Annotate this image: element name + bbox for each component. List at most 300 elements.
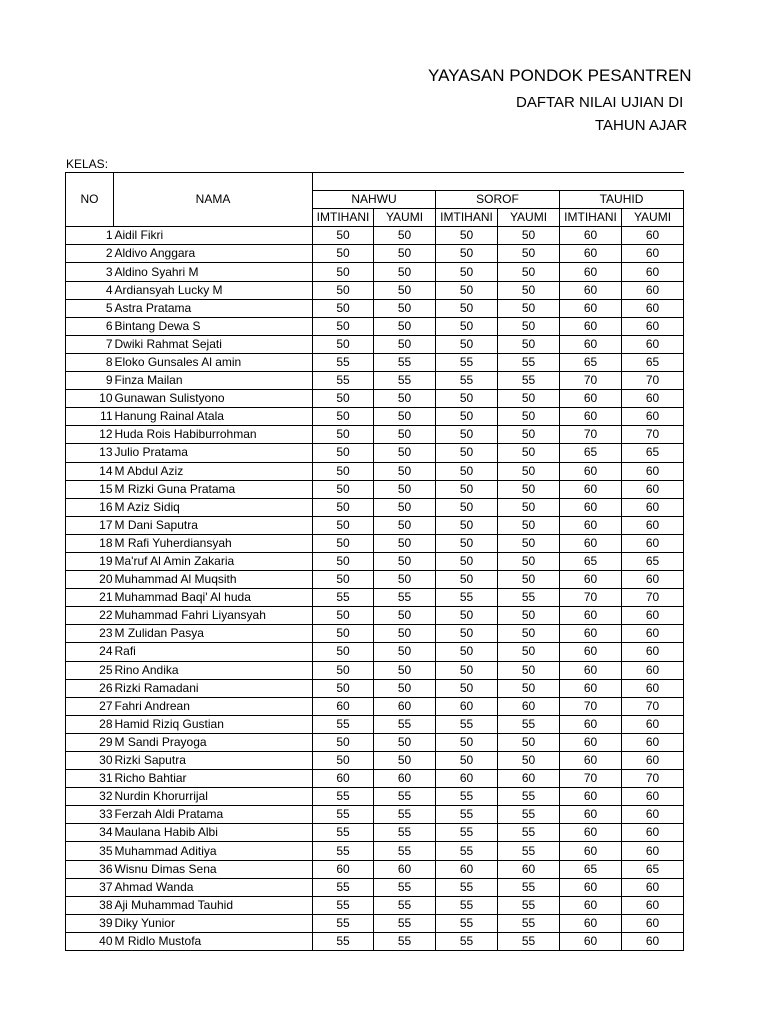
- subheader-yaumi: YAUMI: [374, 209, 436, 227]
- row-number: 5: [66, 299, 114, 317]
- score-cell: 55: [436, 715, 498, 733]
- score-cell: 60: [560, 480, 622, 498]
- student-name: M Abdul Aziz: [114, 462, 313, 480]
- score-cell: 60: [498, 697, 560, 715]
- score-cell: 55: [498, 715, 560, 733]
- score-cell: 50: [436, 263, 498, 281]
- student-name: Fahri Andrean: [114, 697, 313, 715]
- score-cell: 50: [374, 679, 436, 697]
- row-number: 10: [66, 390, 114, 408]
- score-cell: 50: [498, 245, 560, 263]
- score-cell: 50: [498, 552, 560, 570]
- score-cell: 55: [313, 896, 374, 914]
- score-cell: 50: [374, 480, 436, 498]
- score-cell: 55: [374, 372, 436, 390]
- score-cell: 55: [313, 824, 374, 842]
- student-name: Rizki Ramadani: [114, 679, 313, 697]
- subheader-imtihani: IMTIHANI: [313, 209, 374, 227]
- score-cell: 60: [560, 317, 622, 335]
- student-name: Gunawan Sulistyono: [114, 390, 313, 408]
- row-number: 32: [66, 788, 114, 806]
- score-cell: 55: [313, 372, 374, 390]
- table-row: [66, 752, 684, 770]
- row-number: 7: [66, 335, 114, 353]
- score-cell: 60: [622, 896, 684, 914]
- score-cell: 60: [560, 752, 622, 770]
- score-cell: 60: [622, 733, 684, 751]
- score-cell: 60: [622, 480, 684, 498]
- score-cell: 60: [374, 770, 436, 788]
- score-cell: 55: [313, 842, 374, 860]
- student-name: Julio Pratama: [114, 444, 313, 462]
- score-cell: 55: [498, 589, 560, 607]
- score-cell: 60: [622, 914, 684, 932]
- table-row: [66, 498, 684, 516]
- score-cell: 50: [313, 408, 374, 426]
- row-number: 35: [66, 842, 114, 860]
- score-cell: 50: [436, 607, 498, 625]
- student-name: Eloko Gunsales Al amin: [114, 353, 313, 371]
- score-cell: 55: [498, 788, 560, 806]
- score-cell: 60: [560, 408, 622, 426]
- student-name: Ferzah Aldi Pratama: [114, 806, 313, 824]
- score-cell: 60: [560, 842, 622, 860]
- score-cell: 55: [498, 842, 560, 860]
- score-cell: 50: [313, 390, 374, 408]
- score-cell: 50: [313, 480, 374, 498]
- student-name: M Sandi Prayoga: [114, 733, 313, 751]
- score-cell: 50: [436, 227, 498, 245]
- row-number: 11: [66, 408, 114, 426]
- score-cell: 60: [560, 715, 622, 733]
- score-cell: 50: [436, 281, 498, 299]
- score-cell: 60: [313, 697, 374, 715]
- table-row: [66, 227, 684, 245]
- score-cell: 60: [622, 625, 684, 643]
- score-cell: 50: [436, 299, 498, 317]
- score-cell: 60: [622, 571, 684, 589]
- score-cell: 55: [498, 353, 560, 371]
- score-cell: 55: [436, 788, 498, 806]
- score-cell: 60: [622, 715, 684, 733]
- row-number: 39: [66, 914, 114, 932]
- row-number: 34: [66, 824, 114, 842]
- table-row: [66, 589, 684, 607]
- table-row: [66, 896, 684, 914]
- score-cell: 55: [498, 896, 560, 914]
- score-cell: 50: [313, 752, 374, 770]
- score-cell: 65: [622, 860, 684, 878]
- score-cell: 60: [622, 788, 684, 806]
- score-cell: 50: [498, 643, 560, 661]
- score-cell: 60: [560, 498, 622, 516]
- score-cell: 50: [498, 462, 560, 480]
- score-cell: 55: [498, 372, 560, 390]
- score-cell: 60: [498, 770, 560, 788]
- student-name: Aldino Syahri M: [114, 263, 313, 281]
- table-row: [66, 516, 684, 534]
- page-subtitle: DAFTAR NILAI UJIAN DI: [516, 94, 684, 111]
- score-cell: 50: [436, 408, 498, 426]
- row-number: 30: [66, 752, 114, 770]
- header-blank-band: [313, 173, 684, 191]
- table-row: [66, 335, 684, 353]
- score-cell: 60: [560, 281, 622, 299]
- score-cell: 50: [374, 245, 436, 263]
- score-cell: 50: [313, 335, 374, 353]
- score-cell: 55: [374, 824, 436, 842]
- score-cell: 60: [622, 607, 684, 625]
- score-cell: 50: [498, 263, 560, 281]
- score-cell: 50: [313, 534, 374, 552]
- score-cell: 60: [622, 299, 684, 317]
- score-cell: 50: [436, 752, 498, 770]
- score-cell: 50: [313, 299, 374, 317]
- score-cell: 60: [560, 335, 622, 353]
- score-cell: 50: [436, 625, 498, 643]
- score-cell: 60: [560, 534, 622, 552]
- student-name: Ma'ruf Al Amin Zakaria: [114, 552, 313, 570]
- table-row: [66, 408, 684, 426]
- score-cell: 55: [313, 914, 374, 932]
- score-cell: 50: [313, 552, 374, 570]
- student-name: Finza Mailan: [114, 372, 313, 390]
- row-number: 14: [66, 462, 114, 480]
- student-name: M Dani Saputra: [114, 516, 313, 534]
- score-cell: 50: [374, 335, 436, 353]
- table-row: [66, 480, 684, 498]
- student-name: Muhammad Al Muqsith: [114, 571, 313, 589]
- score-cell: 50: [374, 317, 436, 335]
- column-header-nama: NAMA: [114, 173, 313, 227]
- score-cell: 65: [560, 444, 622, 462]
- score-cell: 65: [560, 353, 622, 371]
- score-cell: 50: [313, 263, 374, 281]
- row-number: 16: [66, 498, 114, 516]
- row-number: 6: [66, 317, 114, 335]
- score-cell: 50: [498, 335, 560, 353]
- score-cell: 60: [622, 498, 684, 516]
- score-cell: 60: [622, 679, 684, 697]
- score-cell: 50: [498, 480, 560, 498]
- score-cell: 60: [560, 932, 622, 950]
- table-row: [66, 299, 684, 317]
- score-cell: 50: [436, 426, 498, 444]
- score-cell: 50: [313, 643, 374, 661]
- row-number: 1: [66, 227, 114, 245]
- score-cell: 55: [374, 715, 436, 733]
- row-number: 24: [66, 643, 114, 661]
- score-cell: 60: [313, 860, 374, 878]
- student-name: Huda Rois Habiburrohman: [114, 426, 313, 444]
- score-cell: 50: [374, 733, 436, 751]
- score-cell: 60: [560, 679, 622, 697]
- score-cell: 50: [436, 480, 498, 498]
- score-cell: 60: [622, 227, 684, 245]
- student-name: M Rizki Guna Pratama: [114, 480, 313, 498]
- score-cell: 55: [498, 932, 560, 950]
- score-cell: 55: [436, 932, 498, 950]
- table-row: [66, 552, 684, 570]
- score-cell: 50: [374, 299, 436, 317]
- score-cell: 60: [560, 227, 622, 245]
- score-cell: 70: [560, 770, 622, 788]
- score-cell: 50: [374, 462, 436, 480]
- score-cell: 50: [374, 390, 436, 408]
- score-cell: 60: [622, 281, 684, 299]
- score-cell: 60: [622, 516, 684, 534]
- score-cell: 50: [498, 390, 560, 408]
- score-cell: 65: [622, 552, 684, 570]
- score-cell: 55: [374, 806, 436, 824]
- score-cell: 50: [498, 679, 560, 697]
- student-name: Hamid Riziq Gustian: [114, 715, 313, 733]
- student-name: Ahmad Wanda: [114, 878, 313, 896]
- student-name: M Ridlo Mustofa: [114, 932, 313, 950]
- score-cell: 70: [560, 589, 622, 607]
- score-cell: 60: [622, 932, 684, 950]
- student-name: Muhammad Aditiya: [114, 842, 313, 860]
- student-name: Ardiansyah Lucky M: [114, 281, 313, 299]
- subject-header-nahwu: NAHWU: [313, 191, 436, 209]
- student-name: Dwiki Rahmat Sejati: [114, 335, 313, 353]
- score-cell: 50: [313, 462, 374, 480]
- row-number: 3: [66, 263, 114, 281]
- table-row: [66, 281, 684, 299]
- row-number: 2: [66, 245, 114, 263]
- score-cell: 60: [560, 661, 622, 679]
- score-cell: 60: [622, 263, 684, 281]
- table-row: [66, 842, 684, 860]
- score-cell: 60: [560, 299, 622, 317]
- score-cell: 50: [498, 426, 560, 444]
- score-cell: 60: [622, 534, 684, 552]
- row-number: 37: [66, 878, 114, 896]
- score-cell: 50: [498, 444, 560, 462]
- score-cell: 50: [436, 679, 498, 697]
- subheader-yaumi: YAUMI: [622, 209, 684, 227]
- subheader-yaumi: YAUMI: [498, 209, 560, 227]
- score-cell: 50: [436, 733, 498, 751]
- header-row-top: [66, 173, 684, 191]
- score-cell: 50: [313, 245, 374, 263]
- score-cell: 60: [622, 408, 684, 426]
- row-number: 29: [66, 733, 114, 751]
- score-cell: 50: [374, 444, 436, 462]
- score-cell: 50: [436, 498, 498, 516]
- row-number: 12: [66, 426, 114, 444]
- score-cell: 50: [313, 516, 374, 534]
- score-cell: 50: [374, 552, 436, 570]
- table-row: [66, 643, 684, 661]
- row-number: 8: [66, 353, 114, 371]
- score-cell: 60: [560, 643, 622, 661]
- table-row: [66, 679, 684, 697]
- score-cell: 60: [498, 860, 560, 878]
- score-cell: 50: [498, 227, 560, 245]
- table-row: [66, 788, 684, 806]
- score-cell: 50: [374, 281, 436, 299]
- table-row: [66, 534, 684, 552]
- table-row: [66, 697, 684, 715]
- academic-year-label: TAHUN AJAR: [595, 117, 688, 134]
- score-cell: 50: [498, 661, 560, 679]
- score-cell: 60: [622, 335, 684, 353]
- score-cell: 55: [313, 878, 374, 896]
- student-name: Astra Pratama: [114, 299, 313, 317]
- score-cell: 60: [622, 390, 684, 408]
- row-number: 40: [66, 932, 114, 950]
- score-cell: 70: [622, 697, 684, 715]
- grades-table: [65, 172, 684, 951]
- table-row: [66, 317, 684, 335]
- score-cell: 50: [374, 534, 436, 552]
- subject-header-sorof: SOROF: [436, 191, 560, 209]
- score-cell: 50: [374, 661, 436, 679]
- score-cell: 50: [498, 516, 560, 534]
- score-cell: 55: [313, 589, 374, 607]
- score-cell: 55: [436, 842, 498, 860]
- row-number: 28: [66, 715, 114, 733]
- row-number: 19: [66, 552, 114, 570]
- score-cell: 50: [436, 661, 498, 679]
- score-cell: 55: [436, 589, 498, 607]
- score-cell: 60: [560, 878, 622, 896]
- row-number: 13: [66, 444, 114, 462]
- score-cell: 55: [374, 896, 436, 914]
- score-cell: 70: [560, 697, 622, 715]
- table-row: [66, 770, 684, 788]
- score-cell: 65: [560, 552, 622, 570]
- kelas-label: KELAS:: [66, 157, 109, 171]
- score-cell: 60: [622, 806, 684, 824]
- score-cell: 55: [374, 788, 436, 806]
- table-row: [66, 353, 684, 371]
- table-row: [66, 263, 684, 281]
- score-cell: 60: [560, 806, 622, 824]
- score-cell: 50: [374, 625, 436, 643]
- score-cell: 60: [560, 390, 622, 408]
- table-row: [66, 625, 684, 643]
- score-cell: 60: [560, 733, 622, 751]
- subheader-imtihani: IMTIHANI: [560, 209, 622, 227]
- score-cell: 50: [436, 516, 498, 534]
- student-name: Aldivo Anggara: [114, 245, 313, 263]
- score-cell: 60: [313, 770, 374, 788]
- score-cell: 50: [374, 408, 436, 426]
- table-row: [66, 245, 684, 263]
- score-cell: 50: [436, 571, 498, 589]
- score-cell: 50: [374, 643, 436, 661]
- score-cell: 50: [498, 733, 560, 751]
- score-cell: 70: [560, 372, 622, 390]
- score-cell: 50: [436, 462, 498, 480]
- score-cell: 55: [374, 914, 436, 932]
- score-cell: 50: [374, 498, 436, 516]
- score-cell: 55: [498, 914, 560, 932]
- student-name: M Aziz Sidiq: [114, 498, 313, 516]
- score-cell: 55: [498, 806, 560, 824]
- student-name: Aji Muhammad Tauhid: [114, 896, 313, 914]
- row-number: 26: [66, 679, 114, 697]
- score-cell: 60: [560, 516, 622, 534]
- student-name: Muhammad Fahri Liyansyah: [114, 607, 313, 625]
- student-name: Nurdin Khorurrijal: [114, 788, 313, 806]
- score-cell: 50: [498, 625, 560, 643]
- score-cell: 60: [622, 245, 684, 263]
- score-cell: 55: [313, 715, 374, 733]
- score-cell: 70: [622, 426, 684, 444]
- score-cell: 50: [313, 571, 374, 589]
- row-number: 23: [66, 625, 114, 643]
- score-cell: 70: [560, 426, 622, 444]
- score-cell: 50: [498, 498, 560, 516]
- row-number: 33: [66, 806, 114, 824]
- row-number: 38: [66, 896, 114, 914]
- row-number: 17: [66, 516, 114, 534]
- score-cell: 50: [313, 426, 374, 444]
- row-number: 18: [66, 534, 114, 552]
- table-row: [66, 860, 684, 878]
- score-cell: 70: [622, 372, 684, 390]
- score-cell: 60: [560, 896, 622, 914]
- score-cell: 65: [622, 444, 684, 462]
- table-row: [66, 715, 684, 733]
- score-cell: 50: [498, 281, 560, 299]
- score-cell: 55: [436, 878, 498, 896]
- table-row: [66, 372, 684, 390]
- score-cell: 55: [436, 896, 498, 914]
- score-cell: 50: [374, 263, 436, 281]
- score-cell: 55: [436, 806, 498, 824]
- score-cell: 55: [436, 914, 498, 932]
- score-cell: 50: [498, 607, 560, 625]
- table-row: [66, 444, 684, 462]
- student-name: M Rafi Yuherdiansyah: [114, 534, 313, 552]
- score-cell: 50: [374, 227, 436, 245]
- score-cell: 55: [374, 842, 436, 860]
- score-cell: 70: [622, 589, 684, 607]
- score-cell: 50: [313, 317, 374, 335]
- score-cell: 60: [622, 752, 684, 770]
- student-name: Maulana Habib Albi: [114, 824, 313, 842]
- subheader-imtihani: IMTIHANI: [436, 209, 498, 227]
- score-cell: 60: [560, 788, 622, 806]
- score-cell: 60: [622, 842, 684, 860]
- score-cell: 55: [498, 878, 560, 896]
- student-name: Muhammad Baqi' Al huda: [114, 589, 313, 607]
- score-cell: 65: [560, 860, 622, 878]
- score-cell: 65: [622, 353, 684, 371]
- score-cell: 55: [436, 372, 498, 390]
- score-cell: 60: [560, 625, 622, 643]
- row-number: 36: [66, 860, 114, 878]
- page-title: YAYASAN PONDOK PESANTREN: [428, 66, 692, 85]
- score-cell: 55: [313, 806, 374, 824]
- score-cell: 50: [313, 625, 374, 643]
- score-cell: 50: [374, 426, 436, 444]
- score-cell: 50: [313, 444, 374, 462]
- score-cell: 60: [436, 770, 498, 788]
- table-row: [66, 806, 684, 824]
- student-name: M Zulidan Pasya: [114, 625, 313, 643]
- subject-header-tauhid: TAUHID: [560, 191, 684, 209]
- score-cell: 50: [313, 679, 374, 697]
- score-cell: 50: [436, 552, 498, 570]
- table-row: [66, 878, 684, 896]
- score-cell: 55: [498, 824, 560, 842]
- score-cell: 60: [560, 607, 622, 625]
